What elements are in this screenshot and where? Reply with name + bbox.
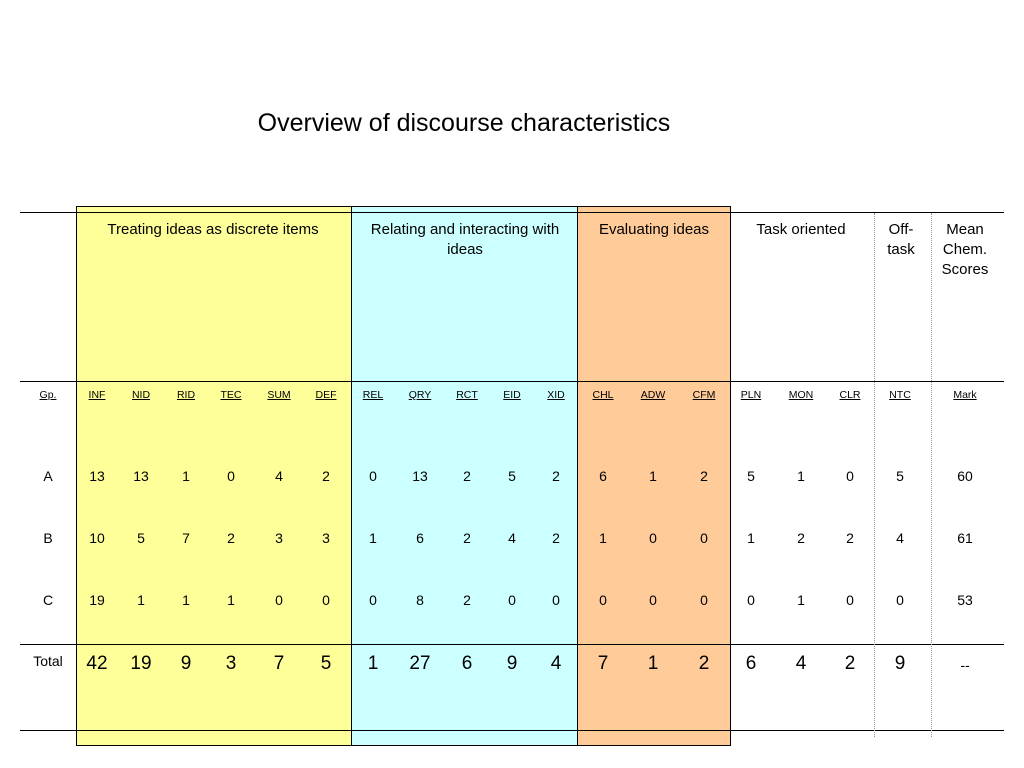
code-header-pln: PLN [740, 389, 762, 401]
table-bottom-rule [20, 730, 1004, 731]
table-cell: 0 [227, 468, 235, 484]
table-cell: 1 [182, 468, 190, 484]
total-cell: 9 [894, 653, 906, 674]
table-cell: 2 [552, 530, 560, 546]
group-header-mean: Mean Chem. Scores [941, 221, 989, 278]
total-cell: 3 [225, 653, 237, 674]
table-cell: 5 [747, 468, 755, 484]
table-cell: 0 [552, 592, 560, 608]
table-cell: 13 [133, 468, 149, 484]
code-header-adw: ADW [640, 389, 666, 401]
table-cell: 1 [137, 592, 145, 608]
table-cell: 19 [89, 592, 105, 608]
table-cell: 1 [369, 530, 377, 546]
code-header-clr: CLR [839, 389, 861, 401]
total-cell: 7 [273, 653, 285, 674]
table-cell: 5 [896, 468, 904, 484]
total-rule [20, 644, 1004, 645]
table-cell: 13 [412, 468, 428, 484]
table-cell: 0 [369, 468, 377, 484]
code-header-def: DEF [315, 389, 337, 401]
gp-header: Gp. [39, 389, 57, 401]
table-cell: 0 [322, 592, 330, 608]
table-cell: 2 [322, 468, 330, 484]
total-cell: 2 [844, 653, 856, 674]
total-label: Total [33, 653, 63, 669]
total-cell: 6 [745, 653, 757, 674]
table-cell: 2 [227, 530, 235, 546]
code-header-tec: TEC [220, 389, 242, 401]
group-header-discrete: Treating ideas as discrete items [107, 221, 319, 238]
total-cell: 7 [597, 653, 609, 674]
row-label-b: B [43, 530, 53, 546]
code-header-chl: CHL [592, 389, 614, 401]
table-cell: 2 [552, 468, 560, 484]
table-cell: 2 [463, 530, 471, 546]
table-cell: 7 [182, 530, 190, 546]
header-rule [20, 381, 1004, 382]
table-cell: 0 [700, 530, 708, 546]
code-header-ntc: NTC [889, 389, 911, 401]
table-cell: 61 [957, 530, 973, 546]
table-cell: 2 [463, 468, 471, 484]
total-cell: 4 [550, 653, 562, 674]
table-cell: 0 [846, 468, 854, 484]
mean-separator [931, 213, 932, 737]
table-cell: 6 [599, 468, 607, 484]
table-cell: 2 [463, 592, 471, 608]
table-cell: 0 [700, 592, 708, 608]
table-cell: 0 [599, 592, 607, 608]
table-cell: 13 [89, 468, 105, 484]
table-cell: 5 [137, 530, 145, 546]
total-cell: 1 [367, 653, 379, 674]
offtask-separator [874, 213, 875, 737]
code-header-eid: EID [503, 389, 521, 401]
group-header-offtask: Off-task [887, 221, 915, 258]
row-label-a: A [43, 468, 53, 484]
total-cell: 6 [461, 653, 473, 674]
table-cell: 8 [416, 592, 424, 608]
table-cell: 3 [322, 530, 330, 546]
table-cell: 1 [797, 468, 805, 484]
table-top-rule [20, 212, 1004, 213]
code-header-mark: Mark [953, 389, 977, 401]
total-cell: 4 [795, 653, 807, 674]
table-cell: 0 [846, 592, 854, 608]
code-header-rel: REL [362, 389, 384, 401]
total-cell: 5 [320, 653, 332, 674]
table-cell: 1 [747, 530, 755, 546]
group-header-evaluating: Evaluating ideas [598, 221, 710, 238]
table-cell: 0 [649, 592, 657, 608]
table-cell: 1 [797, 592, 805, 608]
total-cell: -- [960, 657, 970, 673]
total-cell: 9 [180, 653, 192, 674]
table-cell: 0 [896, 592, 904, 608]
table-cell: 0 [508, 592, 516, 608]
table-cell: 5 [508, 468, 516, 484]
code-header-sum: SUM [267, 389, 291, 401]
table-cell: 0 [649, 530, 657, 546]
code-header-qry: QRY [408, 389, 432, 401]
table-cell: 3 [275, 530, 283, 546]
code-header-rid: RID [176, 389, 196, 401]
page-title: Overview of discourse characteristics [257, 109, 671, 137]
table-cell: 4 [896, 530, 904, 546]
discrete-band [76, 206, 352, 746]
table-cell: 1 [227, 592, 235, 608]
total-cell: 42 [86, 653, 108, 674]
table-cell: 0 [747, 592, 755, 608]
table-cell: 4 [508, 530, 516, 546]
table-cell: 4 [275, 468, 283, 484]
table-cell: 10 [89, 530, 105, 546]
total-cell: 9 [506, 653, 518, 674]
table-cell: 2 [846, 530, 854, 546]
group-header-task: Task oriented [756, 221, 846, 238]
table-cell: 53 [957, 592, 973, 608]
code-header-cfm: CFM [692, 389, 716, 401]
table-cell: 60 [957, 468, 973, 484]
code-header-mon: MON [788, 389, 814, 401]
table-cell: 2 [797, 530, 805, 546]
code-header-nid: NID [131, 389, 151, 401]
total-cell: 19 [130, 653, 152, 674]
table-cell: 2 [700, 468, 708, 484]
row-label-c: C [42, 592, 54, 608]
table-cell: 1 [182, 592, 190, 608]
table-cell: 0 [275, 592, 283, 608]
table-cell: 6 [416, 530, 424, 546]
code-header-rct: RCT [456, 389, 478, 401]
table-cell: 1 [599, 530, 607, 546]
code-header-inf: INF [88, 389, 106, 401]
total-cell: 2 [698, 653, 710, 674]
table-cell: 1 [649, 468, 657, 484]
total-cell: 1 [647, 653, 659, 674]
group-header-relating: Relating and interacting with ideas [370, 221, 560, 258]
total-cell: 27 [409, 653, 431, 674]
code-header-xid: XID [547, 389, 565, 401]
table-cell: 0 [369, 592, 377, 608]
